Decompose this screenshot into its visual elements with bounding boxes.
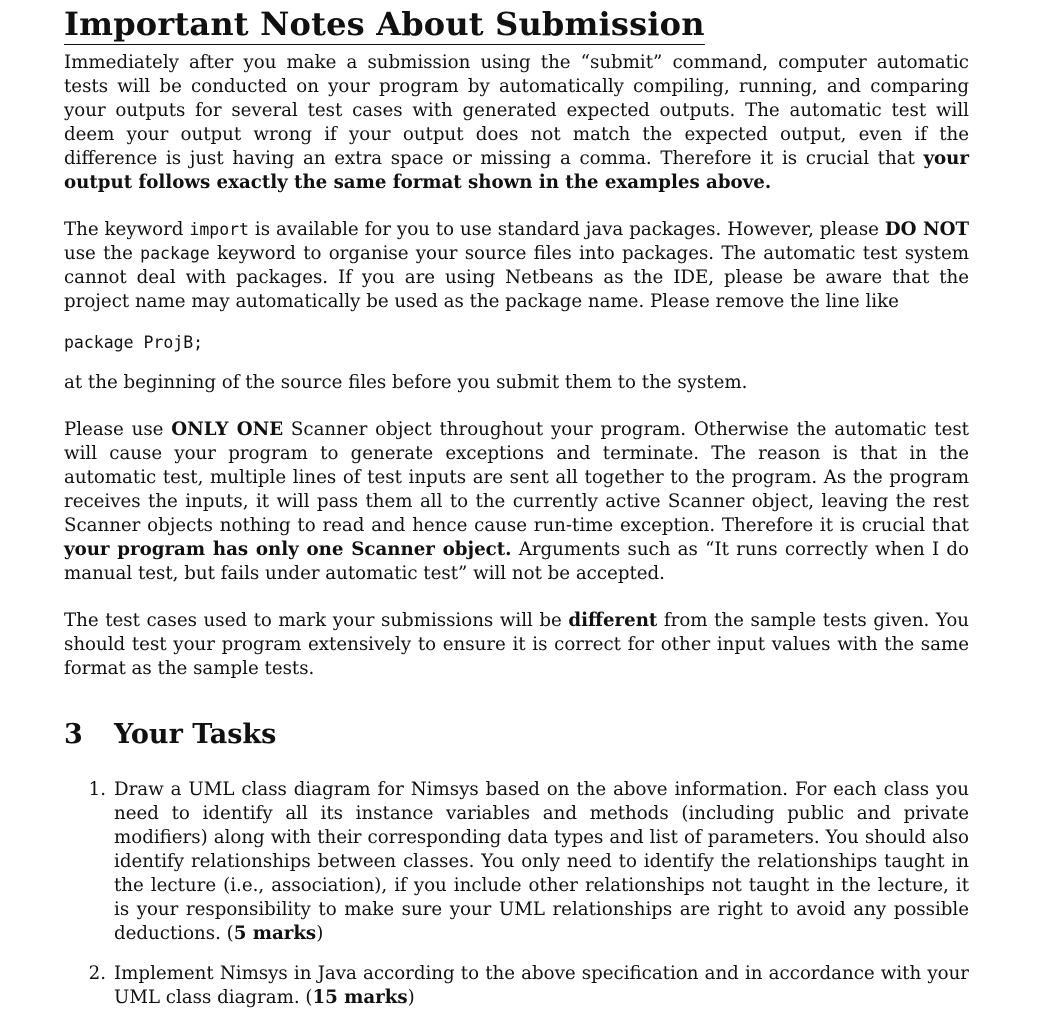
- task-item: [64, 778, 969, 946]
- paragraph-text: Please use: [64, 419, 172, 440]
- task-item: [64, 962, 969, 1010]
- task-number: 2.: [88, 963, 106, 984]
- paragraph-text: from the sample tests given. You should test your program extensively to ensure it is correct for other input values with the same format as the sample tests.: [64, 610, 970, 679]
- task-text: [114, 778, 969, 946]
- emphasis-only-one: ONLY ONE: [171, 419, 284, 440]
- paragraph-text: Immediately after you make a submission using the “submit” command, computer automatic tests will be conducted on your program by automatically compiling, running, and comparing your outputs for several test cases with generated expected outputs. The automatic test will deem your output wrong if your output does not match the expected output, even if the difference is just having an extra space or missing a comma. Therefore it is crucial that: [64, 52, 969, 169]
- task-list: [64, 778, 969, 1010]
- task-marks: 15 marks: [312, 987, 408, 1008]
- paragraph-text: is available for you to use standard java packages. However, please: [249, 219, 885, 240]
- section-heading: [64, 718, 969, 752]
- emphasis-one-scanner: your program has only one Scanner object.: [64, 539, 512, 560]
- paragraph-text: Implement Nimsys in Java according to the above specification and in accordance with your UML class diagram. (: [114, 963, 969, 1008]
- paragraph-text: keyword to organise your source files into packages. The automatic test system cannot deal with packages. If you are using Netbeans as the IDE, please be aware that the project name may automatically be used as the package name. Please remove the line like: [64, 243, 969, 312]
- paragraph-scanner: [64, 418, 969, 586]
- document-page: [64, 0, 969, 1026]
- section-title: Your Tasks: [114, 719, 277, 750]
- paragraph-text: Draw a UML class diagram for Nimsys based on the above information. For each class you need to identify all its instance variables and methods (including public and private modifiers) along with their corresponding data types and list of parameters. You should also identify relationships between classes. You only need to identify the relationships taught in the lecture (i.e., association), if you include other relationships not taught in the lecture, it is your responsibility to make sure your UML relationships are right to avoid any possible deductions. (: [114, 779, 969, 944]
- task-marks: 5 marks: [233, 923, 317, 944]
- paragraph-text: Scanner object throughout your program. Otherwise the automatic test will cause your program to generate exceptions and terminate. The reason is that in the automatic test, multiple lines of test inputs are sent all together to the program. As the program receives the inputs, it will pass them all to the currently active Scanner object, leaving the rest Scanner objects nothing to read and hence cause run-time exception. Therefore it is crucial that: [64, 419, 969, 536]
- section-number: 3: [64, 719, 83, 750]
- paragraph-text: ): [407, 987, 415, 1008]
- paragraph-test-cases: [64, 609, 969, 681]
- emphasis-output-format: your output follows exactly the same format shown in the examples above.: [64, 148, 969, 193]
- paragraph-text: use the: [64, 243, 141, 264]
- paragraph-remove-line: at the beginning of the source files before you submit them to the system.: [64, 372, 748, 393]
- paragraph-text: The keyword: [64, 219, 190, 240]
- emphasis-do-not: DO NOT: [884, 219, 969, 240]
- code-package: package: [140, 244, 210, 263]
- paragraph-text: ): [316, 923, 324, 944]
- paragraph-text: The test cases used to mark your submissions will be: [64, 610, 569, 631]
- page-title: Important Notes About Submission: [64, 5, 705, 43]
- task-number: 1.: [88, 779, 106, 800]
- emphasis-different: different: [568, 610, 658, 631]
- paragraph-packages: [64, 218, 969, 314]
- paragraph-automatic-tests: [64, 51, 969, 195]
- code-example-line: package ProjB;: [64, 333, 204, 352]
- task-text: [114, 962, 969, 1010]
- code-import: import: [189, 220, 249, 239]
- paragraph-text: Arguments such as “It runs correctly when I do manual test, but fails under automatic test” will not be accepted.: [64, 539, 969, 584]
